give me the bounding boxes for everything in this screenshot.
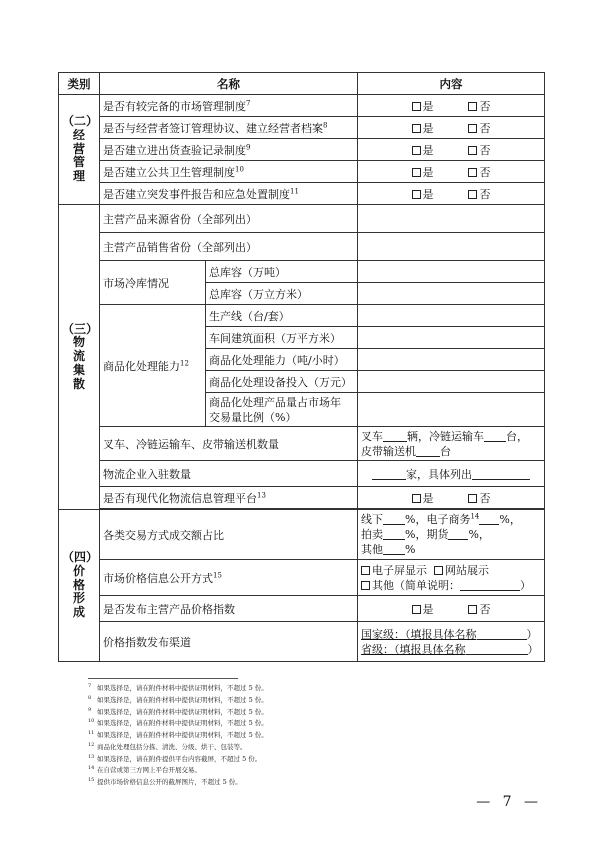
row-label: 叉车、冷链运输车、皮带输送机数量	[100, 427, 358, 461]
footnote: 14 在自营或第三方网上平台开展交易。	[88, 765, 201, 775]
footnote: 7 如果选择是，请在附件材料中提供证明材料，不超过 5 份。	[88, 683, 268, 693]
footnote-divider	[88, 678, 238, 679]
table-row	[59, 560, 545, 596]
row-label: 商品化处理能力$^{12}$	[100, 305, 206, 427]
yes-no-choice	[358, 117, 545, 139]
answer-cell[interactable]	[358, 371, 545, 393]
answer-cell[interactable]	[358, 233, 545, 261]
table-row	[59, 305, 545, 327]
publish-method-cell: 电子屏显示 网站展示 其他（简单说明： ）	[358, 560, 545, 596]
table-header-row	[59, 73, 545, 95]
no-checkbox[interactable]: 否	[468, 120, 490, 136]
row-label: 市场价格信息公开方式$^{15}$	[100, 560, 358, 596]
table-row	[59, 261, 545, 283]
trade-ratio-cell[interactable]: 线下 %，电子商务$^{14}$ %， 拍卖 %，期货 %， 其他 %	[358, 510, 545, 560]
channel-cell[interactable]: 国家级：（填报具体名称 ） 省级：（填报具体名称 ）	[358, 622, 545, 662]
sub-label: 总库容（万立方米）	[206, 283, 358, 305]
yes-no-choice	[358, 596, 545, 622]
row-label: 是否建立进出货查验记录制度$^9$	[100, 139, 358, 161]
section-label-logistics: （三） 物 流 集 散	[59, 205, 100, 510]
logistics-count-cell[interactable]: 家，具体列出	[358, 461, 545, 487]
screen-checkbox[interactable]: 电子屏显示	[361, 563, 427, 578]
answer-cell[interactable]	[358, 283, 545, 305]
row-label: 是否有现代化物流信息管理平台$^{13}$	[100, 487, 358, 509]
answer-cell[interactable]	[358, 349, 545, 371]
other-checkbox[interactable]: 其他（简单说明：	[361, 578, 460, 593]
answer-cell[interactable]	[358, 305, 545, 327]
equipment-count-cell[interactable]: 叉车 辆，冷链运输车 台， 皮带输送机 台	[358, 427, 545, 461]
row-label: 主营产品来源省份（全部列出）	[100, 205, 358, 233]
answer-cell[interactable]	[358, 205, 545, 233]
row-label: 物流企业入驻数量	[100, 461, 358, 487]
no-checkbox[interactable]: 否	[468, 601, 490, 617]
answer-cell[interactable]	[358, 393, 545, 427]
header-category: 类别	[59, 73, 100, 95]
sub-label: 生产线（台/套）	[206, 305, 358, 327]
yes-checkbox[interactable]: 是	[412, 120, 434, 136]
table-row	[59, 183, 545, 205]
no-checkbox[interactable]: 否	[468, 186, 490, 202]
yes-checkbox[interactable]: 是	[412, 142, 434, 158]
section-label-operations: （二） 经 营 管 理	[59, 95, 100, 205]
table-row	[59, 461, 545, 487]
row-label: 市场冷库情况	[100, 261, 206, 305]
table-row	[59, 427, 545, 461]
table-row	[59, 205, 545, 233]
no-checkbox[interactable]: 否	[468, 164, 490, 180]
row-label: 是否建立突发事件报告和应急处置制度$^{11}$	[100, 183, 358, 205]
sub-label: 总库容（万吨）	[206, 261, 358, 283]
section-label-price: （四） 价 格 形 成	[59, 510, 100, 662]
footnote: 13 如果选择是，请在附件提供平台内容截屏，不超过 5 份。	[88, 753, 262, 763]
footnote: 10 如果选择是，请在附件材料中提供证明材料，不超过 5 份。	[88, 718, 268, 728]
footnote: 15 提供市场价格信息公开的截屏图片，不超过 5 份。	[88, 777, 242, 787]
table-row	[59, 117, 545, 139]
header-name: 名称	[100, 73, 358, 95]
sub-label: 商品化处理设备投入（万元）	[206, 371, 358, 393]
no-checkbox[interactable]: 否	[468, 142, 490, 158]
answer-cell[interactable]	[358, 261, 545, 283]
sub-label: 车间建筑面积（万平方米）	[206, 327, 358, 349]
footnote: 8 如果选择是，请在附件材料中提供证明材料，不超过 5 份。	[88, 694, 268, 704]
no-checkbox[interactable]: 否	[468, 98, 490, 114]
table-row	[59, 161, 545, 183]
yes-checkbox[interactable]: 是	[412, 164, 434, 180]
table-row	[59, 596, 545, 622]
table-row	[59, 233, 545, 261]
yes-no-choice	[358, 161, 545, 183]
table-row	[59, 510, 545, 560]
yes-no-choice	[358, 487, 545, 509]
row-label: 价格指数发布渠道	[100, 622, 358, 662]
yes-checkbox[interactable]: 是	[412, 601, 434, 617]
yes-no-choice	[358, 183, 545, 205]
answer-cell[interactable]	[358, 327, 545, 349]
survey-form-table	[58, 72, 545, 662]
footnote: 12 商品化处理包括分拣、清洗、分级、烘干、包装等。	[88, 741, 247, 751]
table-row	[59, 622, 545, 662]
row-label: 是否发布主营产品价格指数	[100, 596, 358, 622]
sub-label: 商品化处理产品量占市场年 交易量比例（%）	[206, 393, 358, 427]
no-checkbox[interactable]: 否	[468, 490, 490, 506]
yes-checkbox[interactable]: 是	[412, 490, 434, 506]
header-content: 内容	[358, 73, 545, 95]
row-label: 主营产品销售省份（全部列出）	[100, 233, 358, 261]
page-number: — 7 —	[476, 794, 542, 810]
row-label: 是否与经营者签订管理协议、建立经营者档案$^8$	[100, 117, 358, 139]
table-row	[59, 139, 545, 161]
yes-no-choice	[358, 95, 545, 117]
row-label: 是否建立公共卫生管理制度$^{10}$	[100, 161, 358, 183]
table-row	[59, 95, 545, 117]
footnote: 9 如果选择是，请在附件材料中提供证明材料，不超过 5 份。	[88, 706, 268, 716]
website-checkbox[interactable]: 网站展示	[434, 563, 489, 578]
yes-checkbox[interactable]: 是	[412, 98, 434, 114]
footnote: 11 如果选择是，请在附件材料中提供证明材料，不超过 5 份。	[88, 730, 268, 740]
row-label: 是否有较完备的市场管理制度$^7$	[100, 95, 358, 117]
footnotes	[88, 682, 548, 788]
sub-label: 商品化处理能力（吨/小时）	[206, 349, 358, 371]
yes-no-choice	[358, 139, 545, 161]
table-row	[59, 487, 545, 509]
yes-checkbox[interactable]: 是	[412, 186, 434, 202]
other-description-field[interactable]	[460, 579, 520, 591]
row-label: 各类交易方式成交额占比	[100, 510, 358, 560]
